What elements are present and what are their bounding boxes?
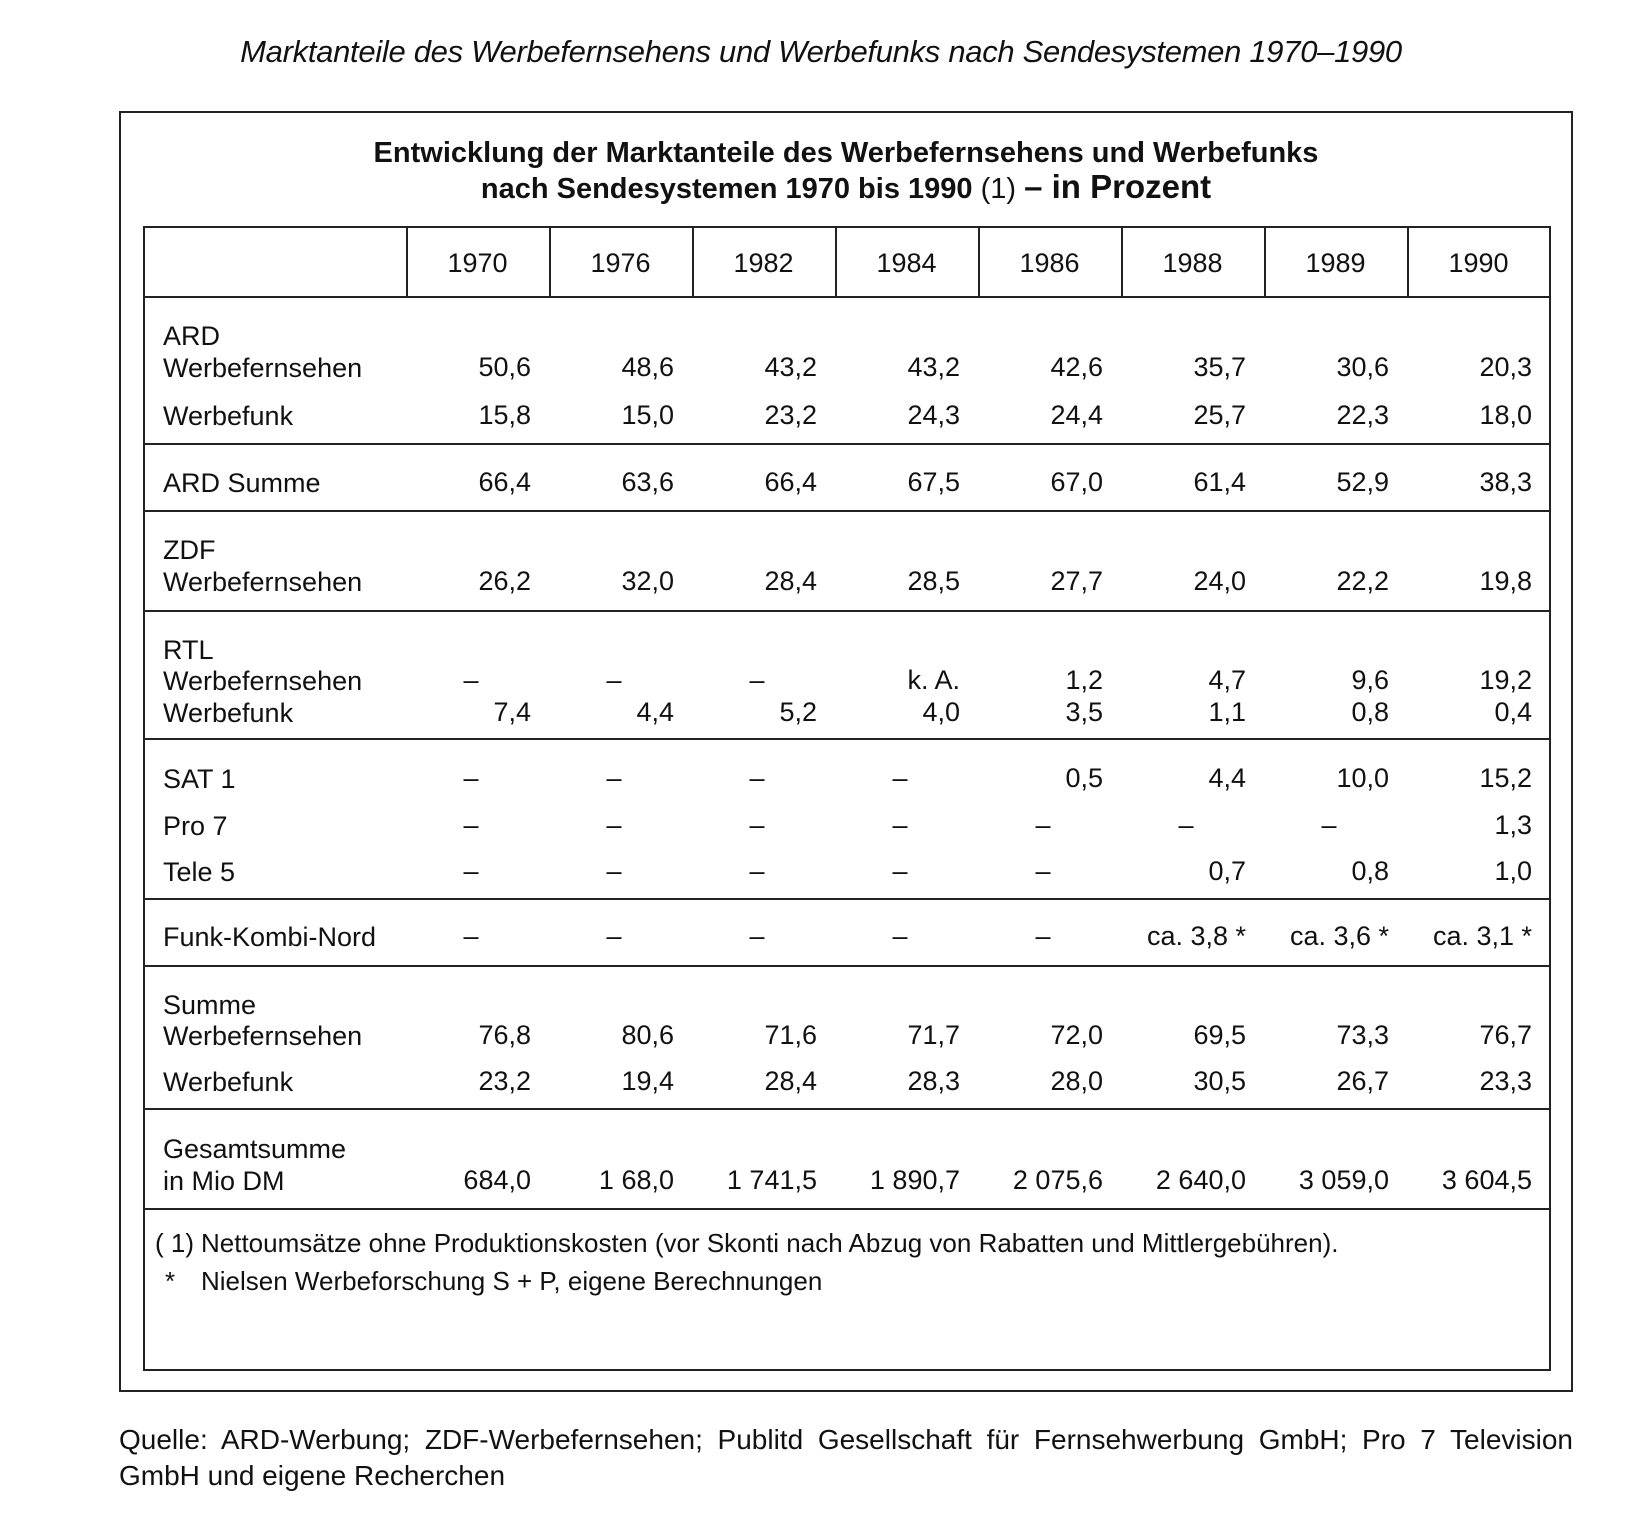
rule-gesamt [145, 1208, 1549, 1210]
row-label-ard-sum: ARD Summe [163, 468, 321, 498]
cell-pro7-1970: – [463, 810, 479, 840]
rule-ard-sum [145, 510, 1549, 512]
cell-ard-tv-1970: 50,6 [478, 352, 531, 382]
row-label-tele5: Tele 5 [163, 857, 236, 887]
cell-pro7-1988: – [1178, 810, 1194, 840]
cell-rtl-funk-1989: 0,8 [1351, 697, 1389, 727]
year-header-1976: 1976 [590, 248, 651, 278]
cell-rtl-tv-1986: 1,2 [1065, 665, 1103, 695]
cell-summe-funk-1986: 28,0 [1050, 1066, 1103, 1096]
rule-zdf [145, 610, 1549, 612]
row-label-summe: Summe [163, 990, 257, 1020]
cell-funk-kombi-1988: ca. 3,8 * [1146, 921, 1246, 951]
cell-gesamt-mio-1982: 1 741,5 [726, 1165, 817, 1195]
footnote-2-mark: * [165, 1266, 176, 1296]
cell-ard-sum-1989: 52,9 [1336, 467, 1389, 497]
row-label-zdf-tv: Werbefernsehen [163, 567, 363, 597]
cell-ard-sum-1986: 67,0 [1050, 467, 1103, 497]
cell-ard-funk-1970: 15,8 [478, 400, 531, 430]
cell-funk-kombi-1976: – [606, 921, 622, 951]
heading-line-2-main: nach Sendesystemen 1970 bis 1990 [480, 173, 973, 205]
year-header-1988: 1988 [1162, 248, 1223, 278]
cell-zdf-tv-1982: 28,4 [764, 566, 817, 596]
year-header-1989: 1989 [1305, 248, 1366, 278]
year-header-1970: 1970 [447, 248, 508, 278]
cell-summe-tv-1976: 80,6 [621, 1020, 674, 1050]
cell-ard-sum-1976: 63,6 [621, 467, 674, 497]
row-label-gesamt: Gesamtsumme [163, 1134, 347, 1164]
row-label-rtl-funk: Werbefunk [163, 698, 294, 728]
cell-sat1-1970: – [463, 763, 479, 793]
header-divider [406, 228, 408, 298]
row-label-ard: ARD [163, 321, 221, 351]
cell-ard-tv-1984: 43,2 [907, 352, 960, 382]
cell-ard-tv-1986: 42,6 [1050, 352, 1103, 382]
cell-summe-funk-1990: 23,3 [1479, 1066, 1532, 1096]
row-label-rtl: RTL [163, 635, 214, 665]
cell-zdf-tv-1970: 26,2 [478, 566, 531, 596]
cell-rtl-funk-1976: 4,4 [636, 697, 674, 727]
source-note: Quelle: ARD-Werbung; ZDF-Werbefernsehen; Publitd Gesellschaft für Fernsehwerbung GmbH; Pro 7 Television GmbH und eigene Recherchen [119, 1424, 1573, 1491]
cell-ard-funk-1990: 18,0 [1479, 400, 1532, 430]
cell-gesamt-mio-1989: 3 059,0 [1298, 1165, 1389, 1195]
cell-rtl-tv-1982: – [749, 665, 765, 695]
heading-line-2 [121, 170, 1571, 206]
cell-pro7-1990: 1,3 [1494, 810, 1532, 840]
cell-ard-sum-1988: 61,4 [1193, 467, 1246, 497]
page-caption: Marktanteile des Werbefernsehens und Werbefunks nach Sendesystemen 1970–1990 [240, 34, 1402, 69]
cell-sat1-1990: 15,2 [1479, 763, 1532, 793]
row-label-zdf: ZDF [163, 535, 216, 565]
cell-summe-tv-1988: 69,5 [1193, 1020, 1246, 1050]
cell-funk-kombi-1982: – [749, 921, 765, 951]
cell-tele5-1976: – [606, 856, 622, 886]
cell-rtl-tv-1970: – [463, 665, 479, 695]
cell-ard-sum-1970: 66,4 [478, 467, 531, 497]
cell-rtl-funk-1988: 1,1 [1208, 697, 1246, 727]
year-header-1984: 1984 [876, 248, 937, 278]
cell-ard-tv-1976: 48,6 [621, 352, 674, 382]
table-heading [121, 137, 1571, 206]
cell-summe-tv-1989: 73,3 [1336, 1020, 1389, 1050]
table-frame [119, 111, 1573, 1392]
cell-tele5-1988: 0,7 [1208, 856, 1246, 886]
year-header-1990: 1990 [1448, 248, 1509, 278]
cell-summe-tv-1970: 76,8 [478, 1020, 531, 1050]
cell-ard-funk-1984: 24,3 [907, 400, 960, 430]
row-label-summe-tv: Werbefernsehen [163, 1021, 363, 1051]
cell-ard-funk-1986: 24,4 [1050, 400, 1103, 430]
cell-sat1-1984: – [892, 763, 908, 793]
cell-funk-kombi-1990: ca. 3,1 * [1432, 921, 1532, 951]
cell-ard-funk-1989: 22,3 [1336, 400, 1389, 430]
cell-rtl-tv-1989: 9,6 [1351, 665, 1389, 695]
header-divider [1264, 228, 1266, 298]
cell-zdf-tv-1976: 32,0 [621, 566, 674, 596]
year-header-1986: 1986 [1019, 248, 1080, 278]
cell-pro7-1989: – [1321, 810, 1337, 840]
cell-tele5-1984: – [892, 856, 908, 886]
cell-summe-tv-1984: 71,7 [907, 1020, 960, 1050]
heading-footnote-ref: (1) [980, 173, 1017, 205]
rule-header [145, 296, 1549, 298]
cell-pro7-1984: – [892, 810, 908, 840]
cell-sat1-1989: 10,0 [1336, 763, 1389, 793]
cell-tele5-1989: 0,8 [1351, 856, 1389, 886]
rule-rtl [145, 738, 1549, 740]
row-label-summe-funk: Werbefunk [163, 1067, 294, 1097]
cell-rtl-funk-1984: 4,0 [922, 697, 960, 727]
cell-gesamt-mio-1986: 2 075,6 [1012, 1165, 1103, 1195]
cell-rtl-funk-1986: 3,5 [1065, 697, 1103, 727]
heading-unit: – in Prozent [1024, 168, 1212, 205]
cell-zdf-tv-1984: 28,5 [907, 566, 960, 596]
cell-summe-tv-1982: 71,6 [764, 1020, 817, 1050]
rule-summe [145, 1108, 1549, 1110]
cell-sat1-1976: – [606, 763, 622, 793]
header-divider [1407, 228, 1409, 298]
cell-gesamt-mio-1970: 684,0 [463, 1165, 531, 1195]
cell-ard-sum-1982: 66,4 [764, 467, 817, 497]
cell-ard-funk-1982: 23,2 [764, 400, 817, 430]
row-label-gesamt-mio: in Mio DM [163, 1166, 285, 1196]
year-header-1982: 1982 [733, 248, 794, 278]
cell-ard-tv-1988: 35,7 [1193, 352, 1246, 382]
cell-summe-funk-1976: 19,4 [621, 1066, 674, 1096]
cell-sat1-1982: – [749, 763, 765, 793]
heading-line-1: Entwicklung der Marktanteile des Werbefernsehens und Werbefunks [373, 137, 1319, 169]
cell-summe-tv-1990: 76,7 [1479, 1020, 1532, 1050]
header-divider [835, 228, 837, 298]
data-table [143, 226, 1551, 1371]
cell-rtl-funk-1982: 5,2 [779, 697, 817, 727]
cell-gesamt-mio-1976: 1 68,0 [598, 1165, 674, 1195]
cell-ard-tv-1990: 20,3 [1479, 352, 1532, 382]
header-divider [978, 228, 980, 298]
cell-rtl-tv-1990: 19,2 [1479, 665, 1532, 695]
cell-funk-kombi-1986: – [1035, 921, 1051, 951]
cell-sat1-1988: 4,4 [1208, 763, 1246, 793]
footnote-1-mark: ( 1) [155, 1228, 194, 1258]
cell-summe-funk-1989: 26,7 [1336, 1066, 1389, 1096]
cell-pro7-1986: – [1035, 810, 1051, 840]
header-divider [1121, 228, 1123, 298]
header-divider [549, 228, 551, 298]
row-label-pro7: Pro 7 [163, 811, 228, 841]
cell-summe-funk-1984: 28,3 [907, 1066, 960, 1096]
cell-sat1-1986: 0,5 [1065, 763, 1103, 793]
cell-pro7-1976: – [606, 810, 622, 840]
footnote-2-text: Nielsen Werbeforschung S + P, eigene Berechnungen [201, 1266, 823, 1296]
cell-summe-funk-1982: 28,4 [764, 1066, 817, 1096]
cell-tele5-1982: – [749, 856, 765, 886]
row-label-rtl-tv: Werbefernsehen [163, 666, 363, 696]
row-label-ard-funk: Werbefunk [163, 401, 294, 431]
cell-rtl-funk-1990: 0,4 [1494, 697, 1532, 727]
cell-ard-sum-1984: 67,5 [907, 467, 960, 497]
cell-funk-kombi-1989: ca. 3,6 * [1289, 921, 1389, 951]
cell-funk-kombi-1970: – [463, 921, 479, 951]
cell-zdf-tv-1986: 27,7 [1050, 566, 1103, 596]
cell-tele5-1986: – [1035, 856, 1051, 886]
rule-ard [145, 443, 1549, 445]
cell-ard-sum-1990: 38,3 [1479, 467, 1532, 497]
row-label-ard-tv: Werbefernsehen [163, 353, 363, 383]
rule-funk-kombi [145, 965, 1549, 967]
cell-pro7-1982: – [749, 810, 765, 840]
cell-zdf-tv-1988: 24,0 [1193, 566, 1246, 596]
cell-zdf-tv-1989: 22,2 [1336, 566, 1389, 596]
cell-gesamt-mio-1984: 1 890,7 [869, 1165, 960, 1195]
row-label-funk-kombi: Funk-Kombi-Nord [163, 922, 377, 952]
cell-ard-tv-1989: 30,6 [1336, 352, 1389, 382]
cell-ard-tv-1982: 43,2 [764, 352, 817, 382]
row-label-sat1: SAT 1 [163, 764, 236, 794]
cell-tele5-1990: 1,0 [1494, 856, 1532, 886]
cell-funk-kombi-1984: – [892, 921, 908, 951]
cell-rtl-tv-1988: 4,7 [1208, 665, 1246, 695]
cell-rtl-tv-1984: k. A. [907, 665, 960, 695]
cell-summe-funk-1970: 23,2 [478, 1066, 531, 1096]
cell-ard-funk-1988: 25,7 [1193, 400, 1246, 430]
cell-rtl-tv-1976: – [606, 665, 622, 695]
cell-summe-funk-1988: 30,5 [1193, 1066, 1246, 1096]
cell-gesamt-mio-1988: 2 640,0 [1155, 1165, 1246, 1195]
cell-tele5-1970: – [463, 856, 479, 886]
cell-gesamt-mio-1990: 3 604,5 [1441, 1165, 1532, 1195]
header-divider [692, 228, 694, 298]
rule-private [145, 898, 1549, 900]
cell-summe-tv-1986: 72,0 [1050, 1020, 1103, 1050]
cell-rtl-funk-1970: 7,4 [493, 697, 531, 727]
cell-ard-funk-1976: 15,0 [621, 400, 674, 430]
footnote-1-text: Nettoumsätze ohne Produktionskosten (vor Skonti nach Abzug von Rabatten und Mittlergebühren). [201, 1228, 1339, 1258]
cell-zdf-tv-1990: 19,8 [1479, 566, 1532, 596]
